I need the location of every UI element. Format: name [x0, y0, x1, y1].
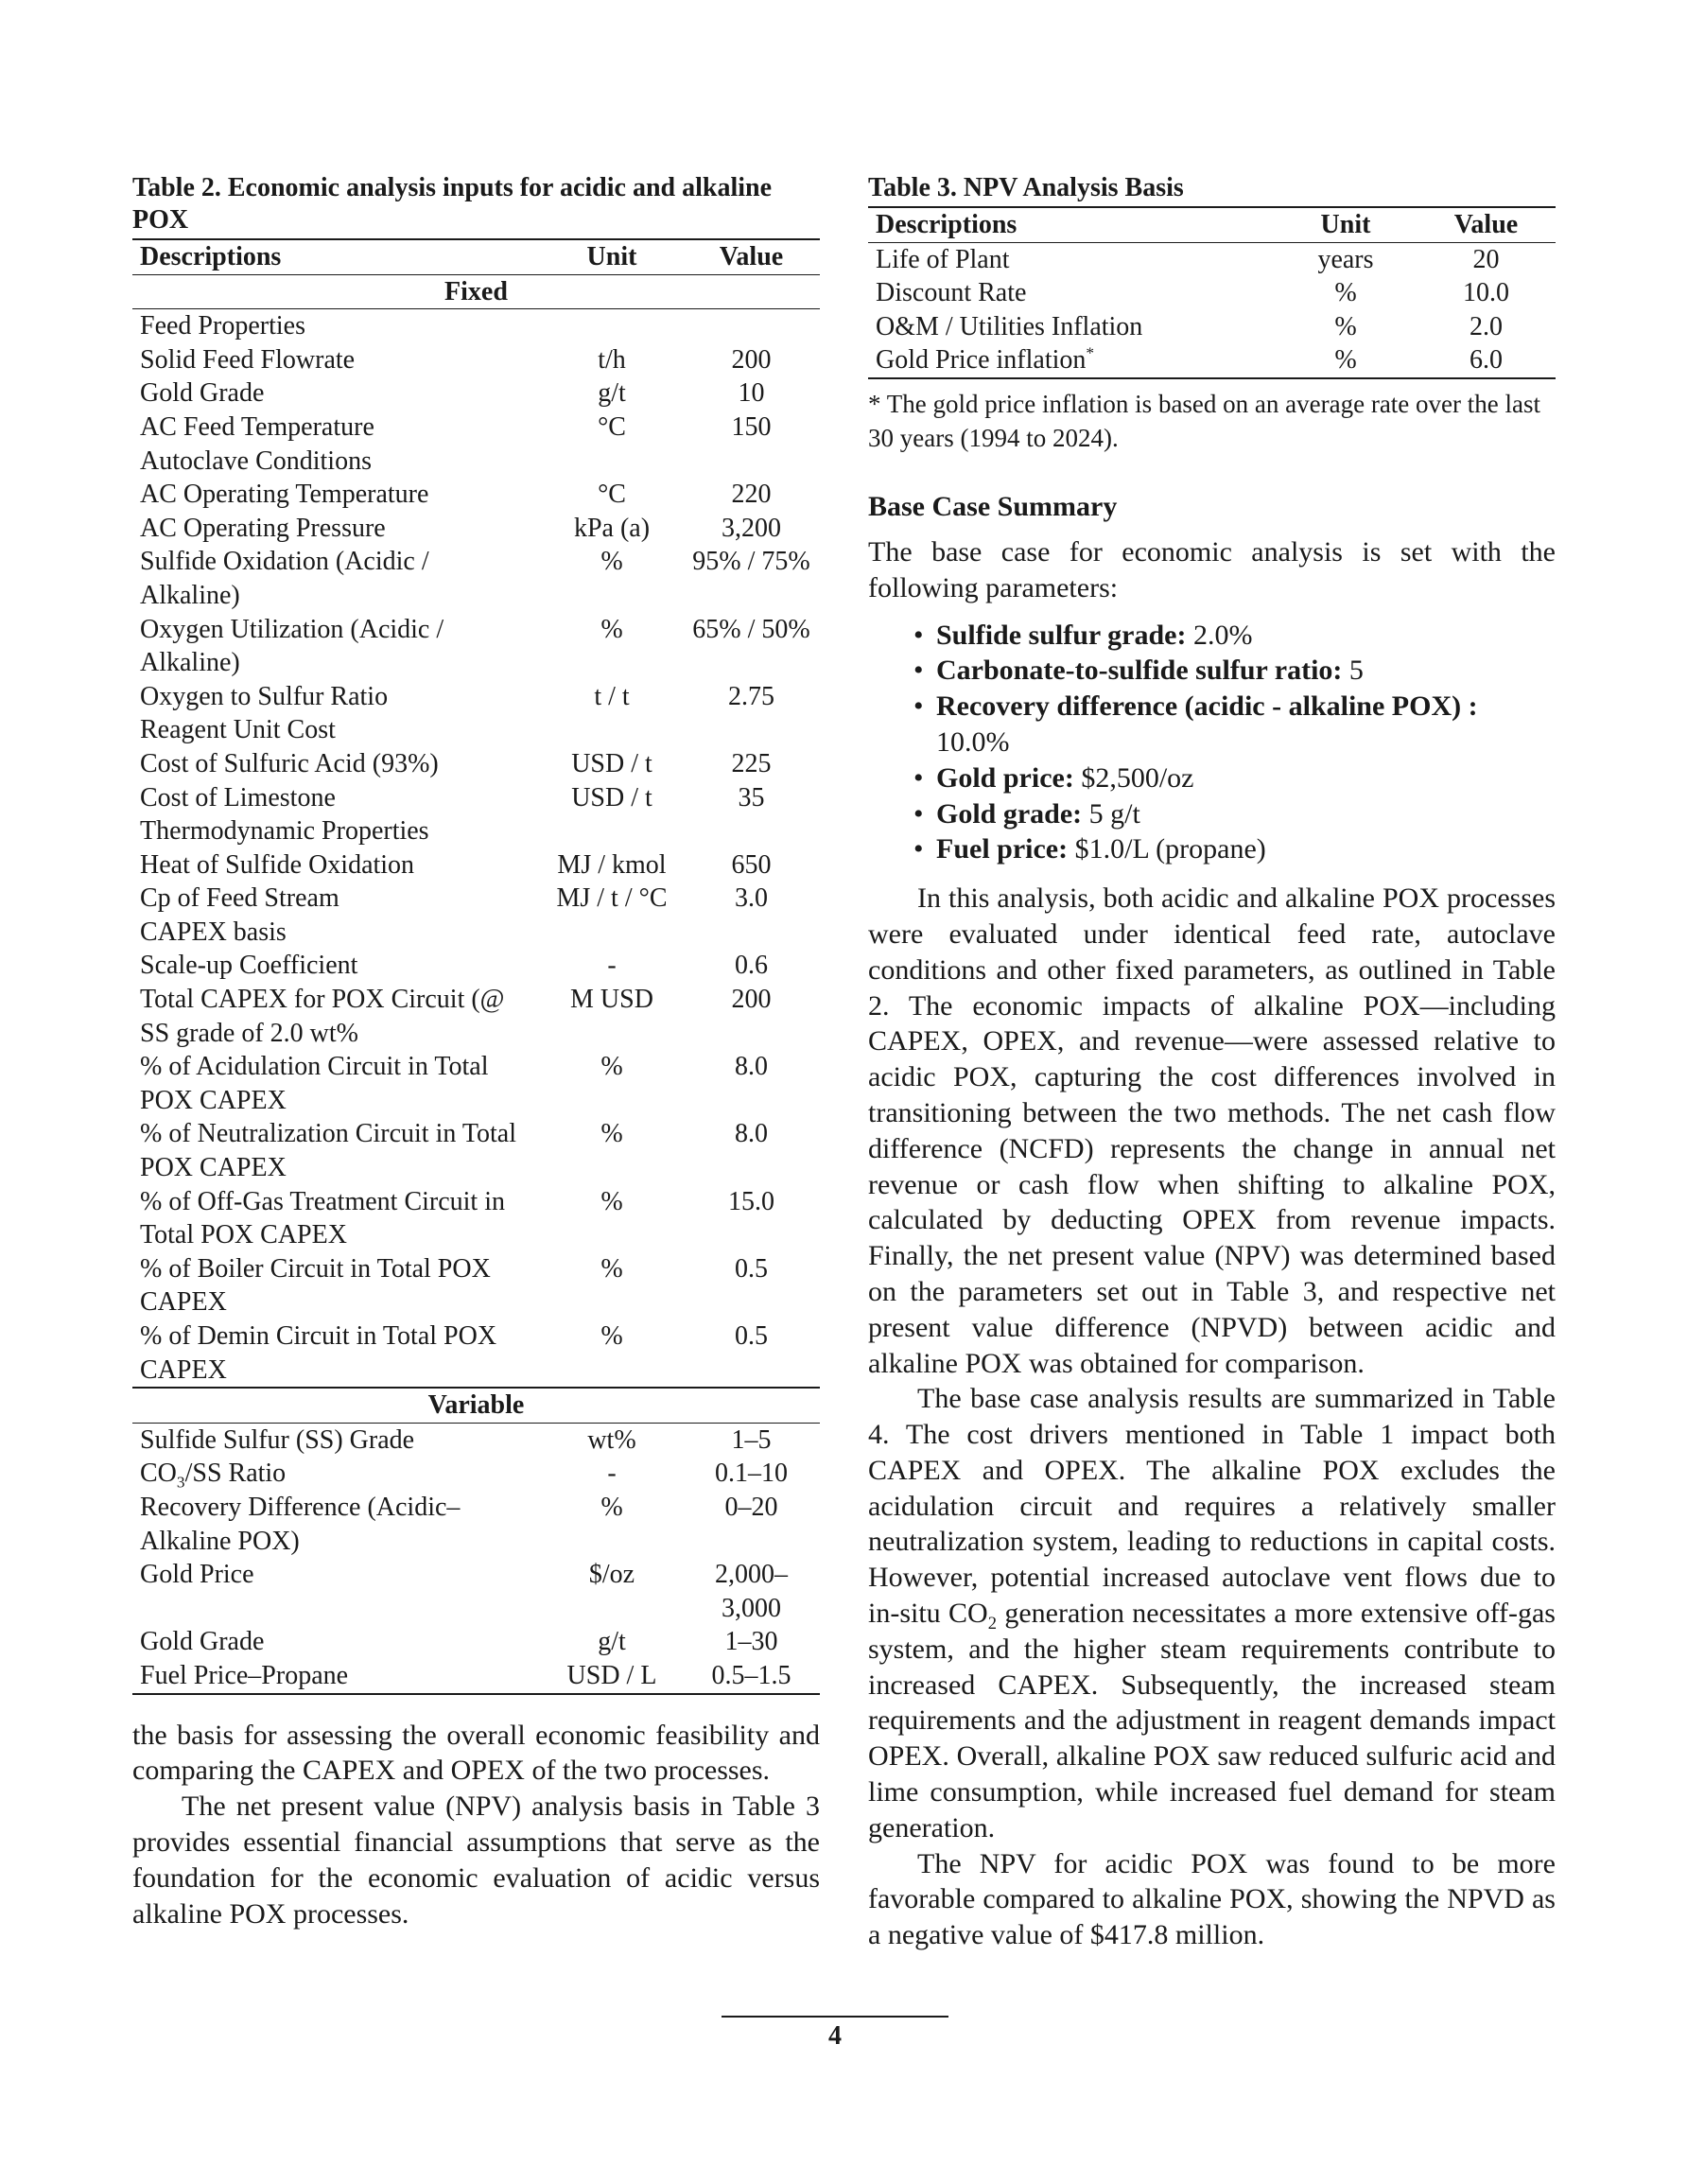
parameter-value: 10.0%: [936, 725, 1010, 758]
table2-fixed-cell-unit: [541, 814, 683, 848]
table2-fixed-cell-description: Scale-up Coefficient: [140, 951, 358, 981]
table2-header-value: Value: [683, 239, 820, 274]
table2-fixed-cell-value: 200: [731, 344, 772, 375]
parameter-key: Sulfide sulfur grade:: [936, 619, 1187, 651]
table2-header-row: [132, 239, 820, 274]
parameter-key: Recovery difference (acidic - alkaline POX) :: [936, 690, 1478, 723]
table2-fixed-row: [132, 478, 820, 512]
table2-fixed-cell-description: Cost of Sulfuric Acid (93%): [140, 748, 439, 778]
table3-cell-value: 2.0: [1470, 311, 1503, 341]
table2-fixed-cell-unit: t / t: [594, 681, 630, 711]
table2-header-unit: Unit: [541, 239, 683, 274]
summary-intro: The base case for economic analysis is set with the following parameters:: [868, 535, 1556, 603]
table2-variable-cell-value: 0–20: [724, 1492, 778, 1522]
table2-fixed-row: [132, 1050, 820, 1117]
table2-fixed-cell-description: % of Boiler Circuit in Total POX CAPEX: [140, 1253, 491, 1318]
parameter-list-item: [913, 831, 1556, 867]
table3-cell-unit: years: [1317, 244, 1374, 274]
table2-fixed-cell-unit: %: [600, 547, 623, 577]
table3-header-unit: Unit: [1275, 207, 1417, 242]
table2-fixed-cell-value: 35: [738, 782, 765, 812]
table3-cell-value: 6.0: [1417, 343, 1556, 378]
table2-fixed-cell-value: 8.0: [735, 1119, 768, 1149]
table2-fixed-row: [132, 1117, 820, 1184]
table2-fixed-cell-value: [683, 445, 820, 479]
table2-fixed-cell-value: 65% / 50%: [692, 614, 810, 644]
table2-fixed-cell-unit: t/h: [598, 344, 626, 375]
table2-fixed-cell-description: Gold Grade: [140, 378, 265, 409]
parameter-list-item: [913, 760, 1556, 796]
table3-cell-description: Gold Price inflation*: [868, 343, 1275, 378]
table3-row: [868, 242, 1556, 276]
table3: [868, 206, 1556, 379]
table2-fixed-row: [132, 512, 820, 546]
table2-fixed-cell-description: Cost of Limestone: [140, 782, 336, 812]
table2-fixed-cell-value: 3,200: [722, 513, 781, 543]
parameter-key: Fuel price:: [936, 833, 1069, 865]
parameter-list: [868, 618, 1556, 868]
footer-rule: [722, 2016, 948, 2018]
table3-row: [868, 343, 1556, 378]
table2-variable-row: [132, 1625, 820, 1659]
summary-paragraph-1: In this analysis, both acidic and alkaline POX processes were evaluated under identical feed rate, autoclave conditions and other fixed parameters, as outlined in Table 2. The economic impacts of alkaline POX—including CAPEX, OPEX, and revenue—were assessed relative to acidic POX, capturing the cost differences involved in transitioning between the two methods. The net cash flow difference (NCFD) represents the change in annual net revenue or cash flow when shifting to alkaline POX, calculated by deducting OPEX from revenue impacts. Finally, the net present value (NPV) was determined based on the parameters set out in Table 3, and respective net present value difference (NPVD) between acidic and alkaline POX was obtained for comparison.: [868, 882, 1556, 1379]
parameter-list-item: [913, 653, 1556, 689]
table2-fixed-row: [132, 814, 820, 848]
table2-fixed-cell-unit: [541, 713, 683, 747]
table2-fixed-cell-value: [683, 814, 820, 848]
table2-fixed-row: [132, 848, 820, 882]
table2-fixed-row: [132, 713, 820, 747]
table2-fixed-cell-unit: °C: [598, 411, 626, 442]
table2-variable-cell-unit: %: [600, 1492, 623, 1522]
table2-variable-cell-value: 0.5–1.5: [683, 1659, 820, 1694]
table2-fixed-cell-value: 95% / 75%: [692, 547, 810, 577]
table2: [132, 238, 820, 1695]
table2-fixed-row: [132, 411, 820, 445]
table2-fixed-cell-description: % of Neutralization Circuit in Total POX CAPEX: [140, 1119, 516, 1183]
parameter-key: Carbonate-to-sulfide sulfur ratio:: [936, 655, 1343, 687]
table2-variable-cell-value: 1–30: [724, 1627, 778, 1657]
table2-fixed-cell-value: 220: [731, 480, 772, 510]
table2-fixed-cell-unit: M USD: [570, 985, 653, 1015]
table2-fixed-row: [132, 781, 820, 815]
table2-caption: Table 2. Economic analysis inputs for acidic and alkaline POX: [132, 173, 773, 235]
table2-fixed-row: [132, 747, 820, 781]
table2-fixed-cell-description: Autoclave Conditions: [140, 446, 372, 476]
table2-fixed-row: [132, 882, 820, 916]
table2-fixed-cell-description: % of Off-Gas Treatment Circuit in Total POX CAPEX: [140, 1186, 505, 1250]
table2-fixed-cell-unit: USD / t: [571, 748, 652, 778]
table2-variable-cell-unit: wt%: [587, 1424, 636, 1455]
table2-fixed-row: [132, 680, 820, 714]
table2-variable-cell-description: Gold Grade: [140, 1627, 265, 1657]
table3-cell-unit: %: [1275, 343, 1417, 378]
table2-variable-row: [132, 1491, 820, 1558]
table2-fixed-cell-description: % of Acidulation Circuit in Total POX CAPEX: [140, 1052, 489, 1115]
table2-fixed-row: [132, 376, 820, 411]
table2-fixed-cell-value: 150: [731, 411, 772, 442]
table2-fixed-row: [132, 983, 820, 1050]
table2-fixed-cell-unit: [541, 445, 683, 479]
table3-cell-value: 10.0: [1463, 278, 1509, 308]
table2-fixed-cell-value: [683, 309, 820, 343]
table2-variable-cell-description: Recovery Difference (Acidic–Alkaline POX): [140, 1492, 461, 1556]
table2-fixed-cell-unit: %: [600, 614, 623, 644]
table2-fixed-cell-description: CAPEX basis: [140, 917, 287, 947]
table2-fixed-cell-value: 15.0: [728, 1186, 774, 1216]
table2-fixed-cell-value: 10: [738, 378, 765, 409]
table2-fixed-row: [132, 1252, 820, 1319]
table2-fixed-cell-value: [683, 916, 820, 950]
table2-fixed-cell-value: 0.5: [683, 1319, 820, 1388]
table2-variable-cell-unit: g/t: [598, 1627, 626, 1657]
section-heading: Base Case Summary: [868, 490, 1118, 522]
table2-fixed-row: [132, 309, 820, 343]
page-number: 4: [828, 2021, 842, 2051]
table2-variable-cell-description: Sulfide Sulfur (SS) Grade: [140, 1424, 415, 1455]
parameter-value: 5 g/t: [1082, 797, 1140, 830]
summary-paragraph-3: The NPV for acidic POX was found to be more favorable compared to alkaline POX, showing the NPVD as a negative value of $417.8 million.: [868, 1847, 1556, 1951]
table2-variable-row: [132, 1423, 820, 1457]
table2-fixed-cell-value: 0.5: [735, 1253, 768, 1284]
table2-variable-section-row: [132, 1388, 820, 1423]
table2-fixed-cell-description: Solid Feed Flowrate: [140, 344, 356, 375]
table2-variable-cell-description: Gold Price: [140, 1560, 254, 1590]
table2-fixed-cell-unit: °C: [598, 480, 626, 510]
table3-cell-unit: %: [1334, 311, 1357, 341]
table2-fixed-cell-description: Reagent Unit Cost: [140, 715, 336, 745]
table2-fixed-cell-unit: %: [600, 1052, 623, 1082]
table2-variable-cell-description: Fuel Price–Propane: [132, 1659, 541, 1694]
table2-fixed-cell-description: Oxygen to Sulfur Ratio: [140, 681, 389, 711]
table2-fixed-label: Fixed: [132, 274, 820, 309]
table2-fixed-cell-description: AC Operating Pressure: [140, 513, 386, 543]
table2-fixed-cell-unit: g/t: [598, 378, 626, 409]
table2-fixed-cell-unit: %: [600, 1186, 623, 1216]
parameter-key: Gold price:: [936, 761, 1074, 794]
summary-paragraph-2: The base case analysis results are summarized in Table 4. The cost drivers mentioned in Table 1 impact both CAPEX and OPEX. The alkaline POX excludes the acidulation circuit and requires a relatively smaller neutralization system, leading to reductions in capital costs. However, potential increased autoclave vent flows due to in-situ $CO_2$ generation necessitates a more extensive off-gas system, and the higher steam requirements contribute to increased CAPEX. Subsequently, the increased steam requirements and the adjustment in reagent demands impact OPEX. Overall, alkaline POX saw reduced sulfuric acid and lime consumption, while increased fuel demand for steam generation.: [868, 1383, 1556, 1843]
table2-fixed-cell-value: [683, 713, 820, 747]
table2-fixed-cell-unit: MJ / t / °C: [556, 883, 668, 914]
table2-header-descriptions: Descriptions: [132, 239, 541, 274]
table2-variable-label: Variable: [132, 1388, 820, 1423]
table2-fixed-cell-value: 3.0: [735, 883, 768, 914]
table2-variable-row: [132, 1558, 820, 1625]
parameter-value: $1.0/L (propane): [1068, 833, 1266, 865]
table3-cell-value: 20: [1472, 244, 1500, 274]
table3-footnote: * The gold price inflation is based on an average rate over the last 30 years (1994 to 2024).: [868, 389, 1540, 452]
table2-fixed-cell-unit: [541, 916, 683, 950]
table2-fixed-cell-description: Thermodynamic Properties: [140, 816, 429, 847]
table2-fixed-row: [132, 949, 820, 983]
table2-fixed-cell-unit: USD / t: [571, 782, 652, 812]
table2-fixed-cell-unit: %: [600, 1253, 623, 1284]
parameter-list-item: [913, 796, 1556, 832]
table3-row: [868, 310, 1556, 344]
table2-fixed-row: [132, 1319, 820, 1388]
table2-fixed-cell-description: Total CAPEX for POX Circuit (@ SS grade of 2.0 wt%: [140, 985, 505, 1048]
table2-fixed-cell-unit: -: [607, 951, 617, 981]
table2-fixed-cell-description: AC Feed Temperature: [140, 411, 374, 442]
table3-cell-description: Life of Plant: [876, 244, 1010, 274]
table2-fixed-cell-value: 8.0: [735, 1052, 768, 1082]
table2-variable-row: [132, 1457, 820, 1491]
table2-fixed-cell-description: Cp of Feed Stream: [140, 883, 339, 914]
parameter-key: Gold grade:: [936, 797, 1083, 830]
table3-header-row: [868, 207, 1556, 242]
table3-caption: Table 3. NPV Analysis Basis: [868, 173, 1184, 202]
table2-fixed-cell-unit: [541, 309, 683, 343]
table2-fixed-row: [132, 613, 820, 680]
table2-fixed-cell-value: 2.75: [728, 681, 774, 711]
left-column: [132, 172, 820, 1931]
parameter-value: 2.0%: [1186, 619, 1253, 651]
table2-variable-cell-unit: USD / L: [541, 1659, 683, 1694]
table2-fixed-cell-unit: MJ / kmol: [557, 849, 667, 880]
left-paragraph-2: The net present value (NPV) analysis basis in Table 3 provides essential financial assumptions that serve as the foundation for the economic evaluation of acidic versus alkaline POX processes.: [132, 1791, 820, 1930]
table2-fixed-row: [132, 445, 820, 479]
parameter-value: 5: [1342, 655, 1364, 687]
table2-fixed-cell-unit: %: [541, 1319, 683, 1388]
table2-fixed-row: [132, 545, 820, 612]
right-column: [868, 172, 1556, 1953]
table2-variable-cell-description: $CO_3/SS$ Ratio: [140, 1459, 287, 1492]
table2-fixed-cell-value: 650: [731, 849, 772, 880]
table2-fixed-cell-description: Feed Properties: [140, 311, 305, 341]
table2-variable-cell-value: 2,000–3,000: [715, 1560, 788, 1623]
table2-fixed-cell-value: 0.6: [735, 951, 768, 981]
table2-variable-cell-value: 1–5: [731, 1424, 772, 1455]
table2-fixed-cell-description: AC Operating Temperature: [140, 480, 429, 510]
table2-fixed-cell-description: Heat of Sulfide Oxidation: [140, 849, 415, 880]
parameter-list-item: [913, 618, 1556, 654]
table3-cell-unit: %: [1334, 278, 1357, 308]
table3-cell-description: Discount Rate: [876, 278, 1027, 308]
table2-variable-cell-unit: $/oz: [588, 1560, 635, 1590]
table3-row: [868, 276, 1556, 310]
table2-variable-cell-unit: -: [607, 1459, 617, 1489]
parameter-list-item: [913, 689, 1556, 760]
table2-fixed-cell-description: % of Demin Circuit in Total POX CAPEX: [132, 1319, 541, 1388]
table2-fixed-cell-description: Sulfide Oxidation (Acidic / Alkaline): [140, 547, 429, 610]
table2-fixed-row: [132, 1185, 820, 1252]
table2-fixed-cell-value: 200: [731, 985, 772, 1015]
table2-variable-cell-value: 0.1–10: [715, 1459, 788, 1489]
table2-fixed-row: [132, 916, 820, 950]
table2-fixed-cell-description: Oxygen Utilization (Acidic / Alkaline): [140, 614, 444, 678]
table2-fixed-cell-unit: kPa (a): [573, 513, 651, 543]
table2-fixed-cell-value: 225: [731, 748, 772, 778]
parameter-value: $2,500/oz: [1073, 761, 1194, 794]
table3-header-value: Value: [1417, 207, 1556, 242]
table3-cell-description: O&M / Utilities Inflation: [876, 311, 1143, 341]
table2-fixed-row: [132, 343, 820, 377]
left-paragraph-1: the basis for assessing the overall economic feasibility and comparing the CAPEX and OPEX of the two processes.: [132, 1719, 820, 1787]
table2-fixed-section-row: [132, 274, 820, 309]
table3-header-descriptions: Descriptions: [868, 207, 1275, 242]
table2-fixed-cell-unit: %: [600, 1119, 623, 1149]
table2-variable-row: [132, 1659, 820, 1694]
